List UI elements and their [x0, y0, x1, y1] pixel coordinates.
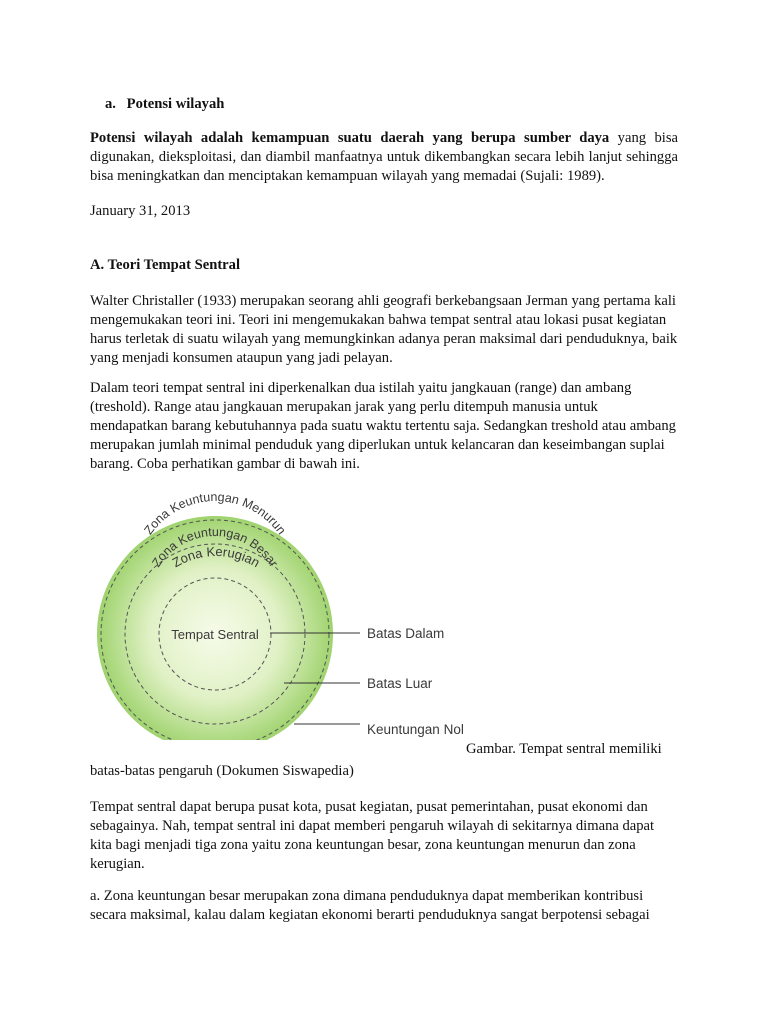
paragraph-christaller: Walter Christaller (1933) merupakan seorang ahli geografi berkebangsaan Jerman yang pertama kali mengemukakan teori ini. Teori ini mengemukakan bahwa tempat sentral atau lokasi pusat kegiatan harus terletak di suatu wilayah yang memungkinkan adanya peran maksimal dari penduduknya, baik yang menjadi konsumen ataupun yang jadi pelayan. — [90, 293, 678, 366]
zones-diagram — [94, 484, 484, 740]
paragraph-range-threshold: Dalam teori tempat sentral ini diperkenalkan dua istilah yaitu jangkauan (range) dan ambang (treshold). Range atau jangkauan merupakan jarak yang perlu ditempuh manusia untuk mendapatkan barang kebutuhannya pada suatu waktu tertentu saja. Sedangkan treshold atau ambang merupakan jumlah minimal penduduk yang diperlukan untuk kelancaran dan keseimbangan suplai barang. Coba perhatikan gambar di bawah ini. — [90, 380, 676, 472]
definition-bold: Potensi wilayah adalah kemampuan suatu daerah yang berupa sumber daya — [90, 130, 610, 146]
figure-caption-part2: batas-batas pengaruh (Dokumen Siswapedia) — [90, 763, 354, 779]
paragraph-tempat-sentral: Tempat sentral dapat berupa pusat kota, pusat kegiatan, pusat pemerintahan, pusat ekonomi dan sebagainya. Nah, tempat sentral ini dapat memberi pengaruh wilayah di sekitarnya dimana dapat kita bagi menjadi tiga zona yaitu zona keuntungan besar, zona keuntungan menurun dan zona kerugian. — [90, 799, 655, 872]
center-label: Tempat Sentral — [171, 627, 259, 642]
label-batas-dalam: Batas Dalam — [367, 626, 445, 641]
section-heading-potensi — [105, 95, 693, 114]
figure-caption-part1: Gambar. Tempat sentral memiliki — [466, 741, 662, 757]
section-marker: a. — [105, 96, 116, 112]
definition-paragraph — [90, 129, 678, 186]
paragraph-zona-keuntungan-besar: a. Zona keuntungan besar merupakan zona dimana penduduknya dapat memberikan kontribusi secara maksimal, kalau dalam kegiatan ekonomi berarti penduduknya sangat berpotensi sebagai — [90, 888, 650, 923]
zone-middle-label: Zona Keuntungan Menurun — [141, 489, 289, 538]
post-date: January 31, 2013 — [90, 203, 191, 219]
heading-teori-tempat-sentral: A. Teori Tempat Sentral — [90, 257, 241, 273]
central-place-figure — [94, 484, 484, 740]
zone-inner-label: Zona Keuntungan Besar — [149, 524, 281, 570]
section-title: Potensi wilayah — [126, 96, 225, 112]
label-keuntungan-nol: Keuntungan Nol — [367, 722, 464, 737]
label-batas-luar: Batas Luar — [367, 676, 433, 691]
zone-outer-label: Zona Kerugian — [169, 543, 263, 571]
definition-rest: yang bisa digunakan, dieksploitasi, dan diambil manfaatnya untuk dikembangkan secara lebih lanjut sehingga bisa meningkatkan dan menciptakan kemampuan wilayah yang memadai (Sujali: 1989). — [90, 130, 678, 184]
